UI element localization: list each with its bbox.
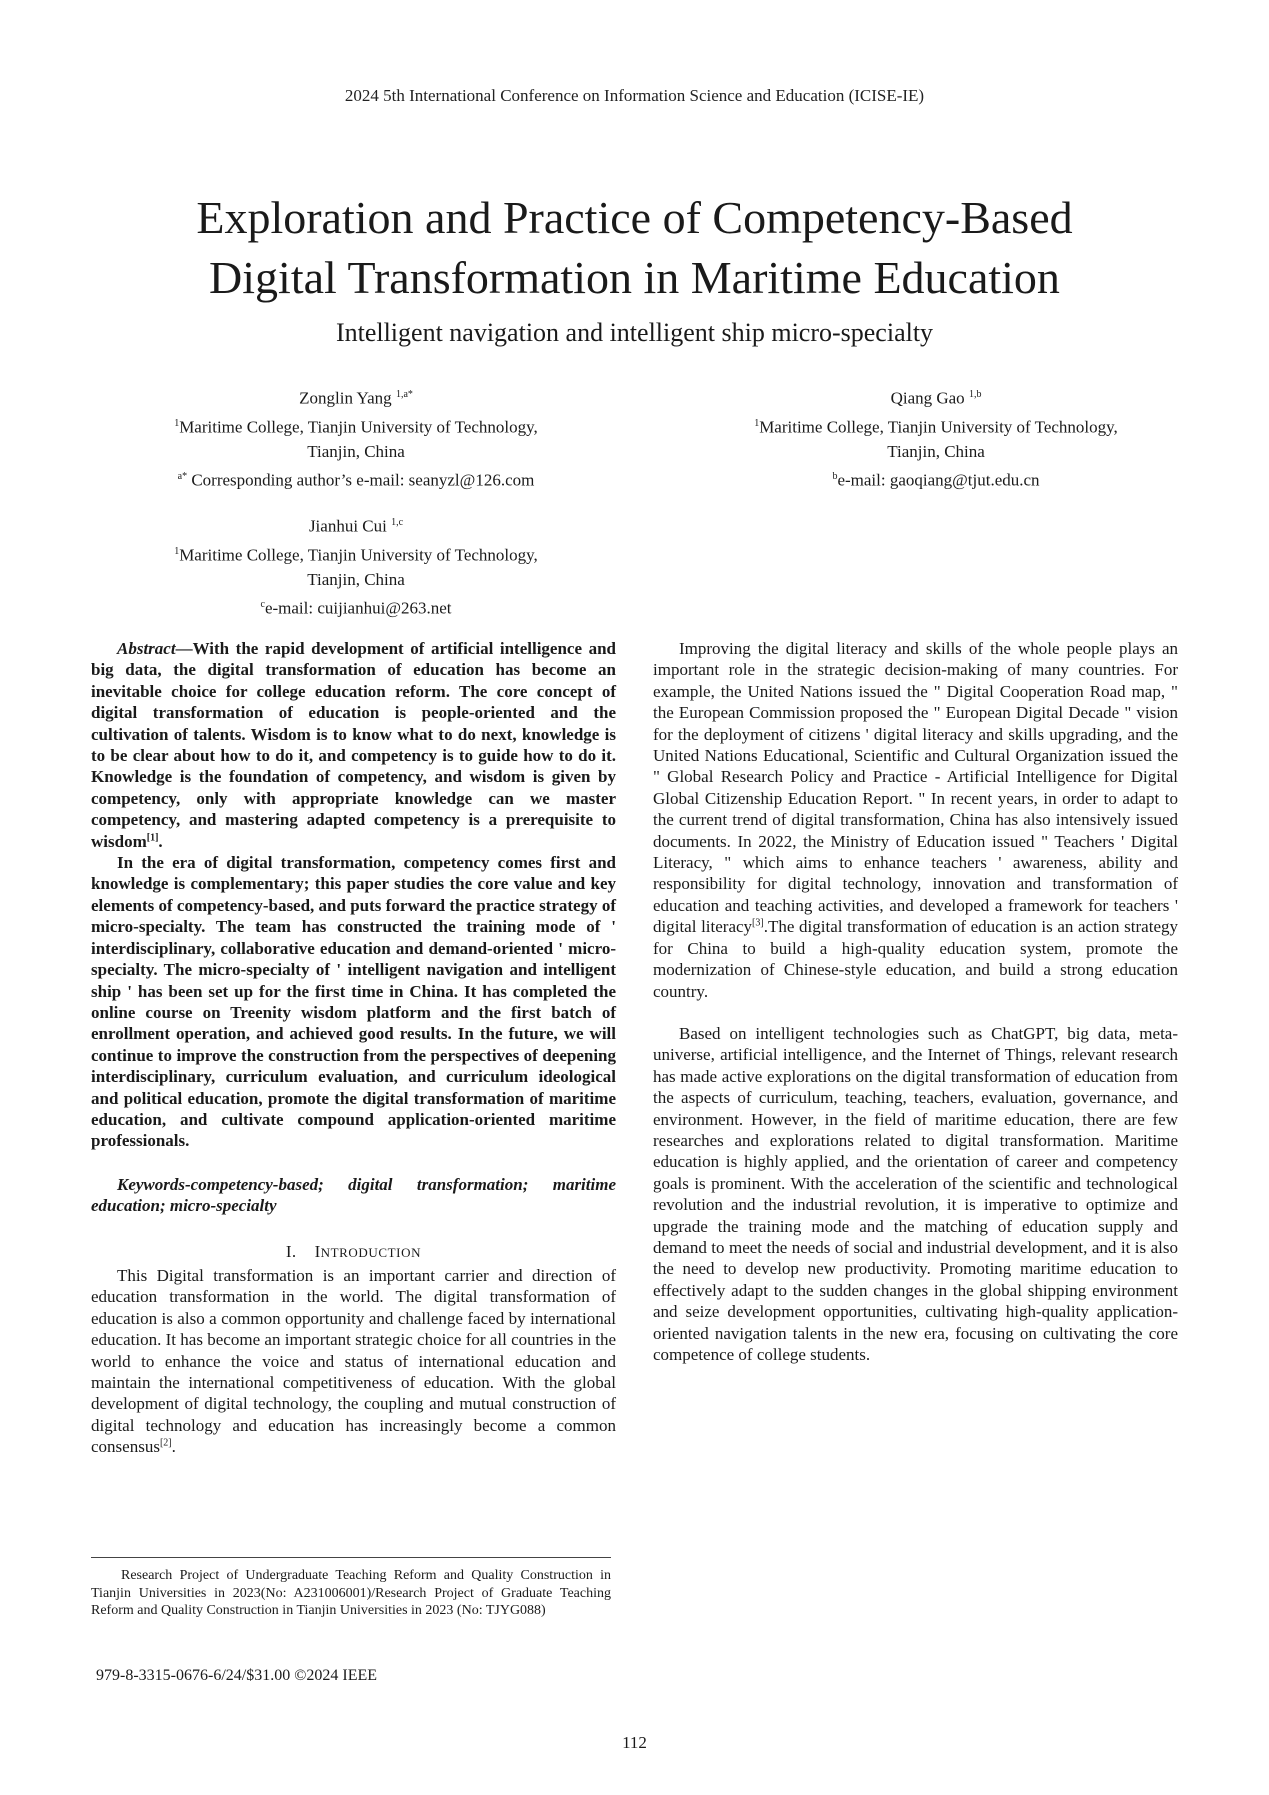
author-email: e-mail: cuijianhui@263.net xyxy=(264,598,452,618)
author-name: Zonglin Yang xyxy=(299,388,392,408)
citation-ref: [1] xyxy=(146,832,159,843)
author-block-2 xyxy=(696,382,1176,493)
author-location: Tianjin, China xyxy=(307,570,405,590)
left-column xyxy=(91,638,616,1458)
section-title-initial: I xyxy=(314,1241,321,1261)
page-number: 112 xyxy=(622,1733,647,1752)
body-paragraph-2: Based on intelligent technologies such as ChatGPT, big data, meta-universe, artificial intelligence, and the Internet of Things, relevant research has made active explorations on the digital transformation of education from the aspects of curriculum, teaching, teachers, evaluation, governance, and environment. However, in the field of maritime education, there are few researches and explorations related to digital transformation. Maritime education is highly applied, and the orientation of career and competency goals is prominent. With the acceleration of the scientific and technological revolution and the industrial revolution, it is imperative to optimize and upgrade the training mode and the matching of education supply and demand to meet the needs of social and industrial development, and it is also the need to develop new productivity. Promoting maritime education to effectively adapt to the sudden changes in the global shipping environment and seize development opportunities, cultivating high-quality application-oriented navigation talents in the new era, focusing on cultivating the core competence of college students. xyxy=(653,1023,1178,1364)
right-column xyxy=(653,638,1178,1365)
abstract-text-1: —With the rapid development of artificial intelligence and big data, the digital transformation of education has become an inevitable choice for college education reform. The core concept of digital transformation of education is people-oriented and the cultivation of talents. Wisdom is to know what to do next, knowledge is to be clear about how to do it, and competency is to guide how to do it. Knowledge is the foundation of competency, and wisdom is given by competency, only with appropriate knowledge can we master competency, and mastering adapted competency is a prerequisite to wisdom xyxy=(91,639,616,851)
abstract-paragraph-1: Abstract—With the rapid development of artificial intelligence and big data, the digital transformation of education has become an inevitable choice for college education reform. The core concept of digital transformation of education is people-oriented and the cultivation of talents. Wisdom is to know what to do next, knowledge is to be clear about how to do it, and competency is to guide how to do it. Knowledge is the foundation of competency, and wisdom is given by competency, only with appropriate knowledge can we master competency, and mastering adapted competency is a prerequisite to wisdom[1]. xyxy=(91,639,616,851)
section-heading-introduction xyxy=(91,1241,616,1263)
affiliation-superscript: 1 xyxy=(174,545,180,557)
isbn-copyright: 979-8-3315-0676-6/24/$31.00 ©2024 IEEE xyxy=(96,1667,378,1684)
author-superscript: 1,c xyxy=(391,517,404,528)
keywords: Keywords-competency-based; digital transformation; maritime education; micro-specialty xyxy=(91,1174,616,1216)
author-block-3 xyxy=(116,510,596,621)
author-affiliation: Maritime College, Tianjin University of Technology, xyxy=(759,417,1118,437)
author-superscript: 1,a* xyxy=(395,389,413,400)
email-superscript: b xyxy=(832,471,838,483)
author-email: Corresponding author’s e-mail: seanyzl@126.com xyxy=(187,470,535,490)
section-title-rest: NTRODUCTION xyxy=(320,1244,422,1260)
citation-ref: [3] xyxy=(752,917,764,929)
abstract-paragraph-2 xyxy=(91,852,616,1152)
author-block-1 xyxy=(116,382,596,493)
email-superscript: a* xyxy=(177,471,188,483)
email-superscript: c xyxy=(260,599,265,611)
paper-title xyxy=(60,188,1209,308)
affiliation-superscript: 1 xyxy=(174,417,180,429)
citation-ref: [2] xyxy=(159,1437,172,1449)
title-line-1: Exploration and Practice of Competency-Based xyxy=(196,192,1073,243)
affiliation-superscript: 1 xyxy=(754,417,760,429)
abstract-text-2: In the era of digital transformation, competency comes first and knowledge is complementary; this paper studies the core value and key elements of competency-based, and puts forward the practice strategy of micro-specialty. The team has constructed the training mode of ' interdisciplinary, collaborative education and demand-oriented ' micro-specialty. The micro-specialty of ' intelligent navigation and intelligent ship ' has been set up for the first time in China. It has completed the online course on Treenity wisdom platform and the first batch of enrollment operation, and achieved good results. In the future, we will continue to improve the construction from the perspectives of deepening interdisciplinary, curriculum evaluation, and curriculum ideological and political education, promote the digital transformation of maritime education, and cultivate compound application-oriented maritime professionals. xyxy=(91,853,617,1151)
title-line-2: Digital Transformation in Maritime Education xyxy=(209,252,1060,303)
author-location: Tianjin, China xyxy=(307,442,405,462)
funding-footnote: Research Project of Undergraduate Teaching Reform and Quality Construction in Tianjin Universities in 2023(No: A231006001)/Research Project of Graduate Teaching Reform and Quality Construction in Tianjin Universities in 2023 (No: TJYG088) xyxy=(91,1568,611,1618)
author-affiliation: Maritime College, Tianjin University of Technology, xyxy=(179,545,538,565)
footnote-divider xyxy=(91,1557,611,1558)
author-superscript: 1,b xyxy=(968,389,982,400)
abstract-lead: Abstract xyxy=(117,639,176,658)
paper-subtitle: Intelligent navigation and intelligent ship micro-specialty xyxy=(335,318,934,347)
section-number: I. xyxy=(285,1241,297,1261)
author-email: e-mail: gaoqiang@tjut.edu.cn xyxy=(837,470,1040,490)
intro-paragraph-1: This Digital transformation is an important carrier and direction of education transformation in the world. The digital transformation of education is also a common opportunity and challenge faced by international education. It has become an important strategic choice for all countries in the world to enhance the voice and status of international education and maintain the international competitiveness of education. With the global development of digital technology, the coupling and mutual construction of digital technology and education has increasingly become a common consensus[2]. xyxy=(91,1265,616,1457)
body-paragraph-1: Improving the digital literacy and skills of the whole people plays an important role in the strategic decision-making of many countries. For example, the United Nations issued the " Digital Cooperation Road map, " the European Commission proposed the " European Digital Decade " vision for the deployment of citizens ' digital literacy and skills upgrading, and the United Nations Educational, Scientific and Cultural Organization issued the " Global Research Policy and Practice - Artificial Intelligence for Digital Global Citizenship Education Report. " In recent years, in order to adapt to the current trend of digital transformation, China has also intensively issued documents. In 2022, the Ministry of Education issued " Teachers ' Digital Literacy, " which aims to enhance teachers ' awareness, ability and responsibility for digital technology, innovation and transformation of education and teaching activities, and developed a framework for teachers ' digital literacy[3].The digital transformation of education is an action strategy for China to build a high-quality education system, promote the modernization of Chinese-style education, and build a strong education country. xyxy=(653,639,1178,1001)
author-name: Jianhui Cui xyxy=(308,516,387,536)
author-affiliation: Maritime College, Tianjin University of Technology, xyxy=(179,417,538,437)
author-location: Tianjin, China xyxy=(887,442,985,462)
author-name: Qiang Gao xyxy=(890,388,965,408)
conference-header: 2024 5th International Conference on Information Science and Education (ICISE-IE) xyxy=(344,86,925,105)
